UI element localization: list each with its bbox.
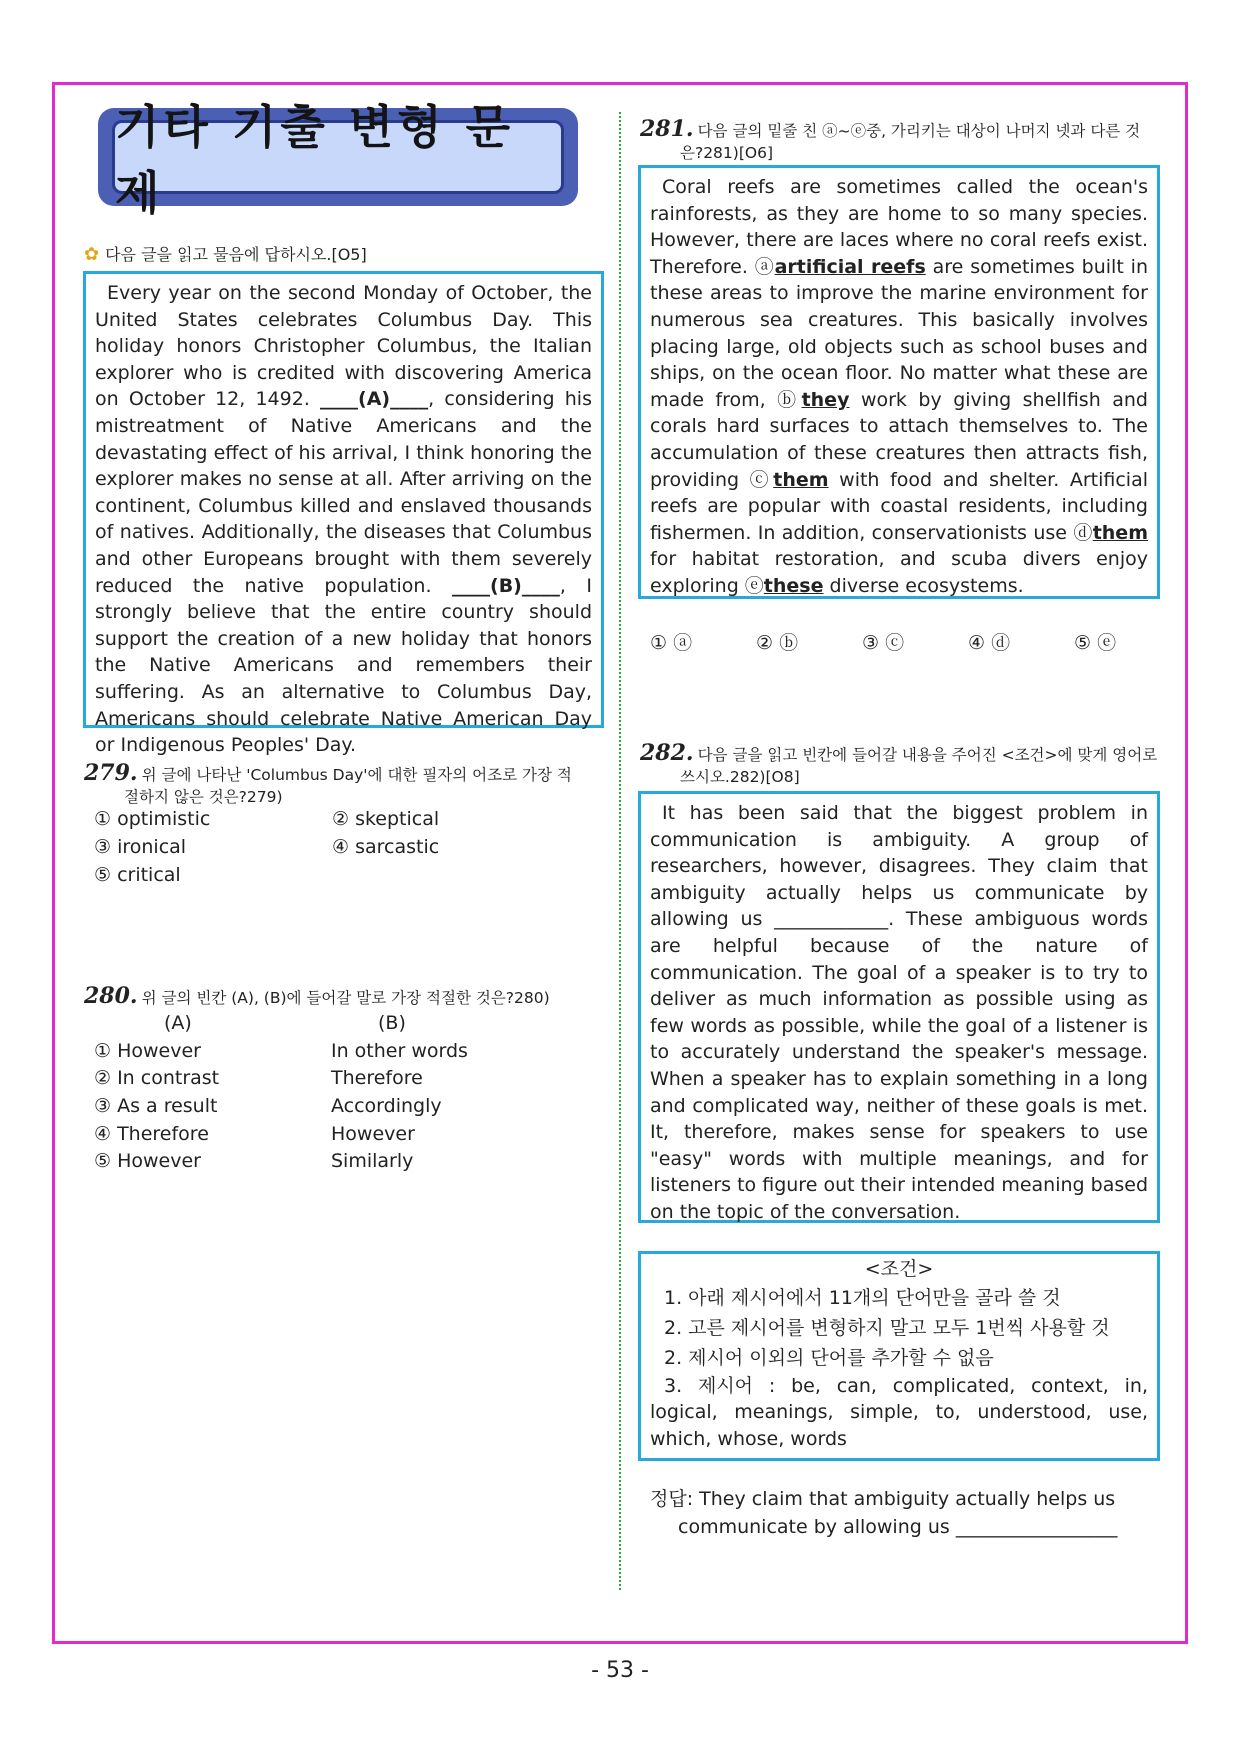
option-281-2[interactable]: ② ⓑ bbox=[756, 632, 799, 654]
passage-columbus-text: Every year on the second Monday of October, the United States celebrates Columbus Day. This holiday honors Christopher Columbus, the Italian explorer who is credited with discovering America on October 12, 1492. ____(A)____, considering his mistreatment of Native Americans and the devastating effect of his arrival, I think honoring the explorer makes no sense at all. After arriving on the continent, Columbus killed and enslaved thousands of natives. Additionally, the diseases that Columbus and other Europeans brought with them severely reduced the native population. ____(B)____, I strongly believe that the entire country should support the creation of a new holiday that honors the Native Americans and remembers their suffering. As an alternative to Columbus Day, Americans should celebrate Native American Day or Indigenous Peoples' Day. bbox=[95, 282, 593, 757]
underlined-e: these bbox=[763, 574, 824, 597]
question-number: 281. bbox=[640, 116, 694, 142]
condition-3: 2. 제시어 이외의 단어를 추가할 수 없음 bbox=[664, 1346, 994, 1369]
question-text: 위 글에 나타난 'Columbus Day'에 대한 필자의 어조로 가장 적 bbox=[141, 766, 572, 784]
title-inner bbox=[112, 100, 564, 220]
option-281-4[interactable]: ④ ⓓ bbox=[968, 632, 1011, 654]
question-number: 280. bbox=[84, 983, 138, 1009]
question-text: 다음 글을 읽고 빈칸에 들어갈 내용을 주어진 <조건>에 맞게 영어로 bbox=[697, 746, 1158, 764]
conditions-title: <조건> bbox=[864, 1258, 934, 1280]
answer-line-2[interactable]: communicate by allowing us _________________ bbox=[678, 1516, 1118, 1538]
column-head-b: (B) bbox=[378, 1012, 406, 1034]
passage-coral-reefs bbox=[638, 165, 1160, 599]
option-279-1[interactable]: ① optimistic bbox=[94, 808, 211, 830]
option-281-5[interactable]: ⑤ ⓔ bbox=[1074, 632, 1117, 654]
question-text-cont: 은?281)[O6] bbox=[680, 144, 773, 162]
option-280-4-b: However bbox=[331, 1123, 415, 1145]
underlined-a: artificial reefs bbox=[774, 255, 926, 278]
instruction-text: 다음 글을 읽고 물음에 답하시오.[O5] bbox=[105, 245, 367, 264]
option-281-1[interactable]: ① ⓐ bbox=[650, 632, 693, 654]
condition-2: 2. 고른 제시어를 변형하지 말고 모두 1번씩 사용할 것 bbox=[664, 1316, 1110, 1339]
option-279-4[interactable]: ④ sarcastic bbox=[332, 836, 440, 858]
passage-ambiguity-text: It has been said that the biggest problem in communication is ambiguity. A group of researchers, however, disagrees. They claim that ambiguity actually helps us communicate by allowing us ____________. These ambiguous words are helpful because of the nature of communication. The goal of a speaker is to try to deliver as much information as possible using as few words as possible, while the goal of a listener is to accurately understand the speaker's message. When a speaker has to explain something in a long and complicated way, neither of these goals is met. It, therefore, makes sense for speakers to use "easy" words with multiple meanings, and for listeners to figure out their intended meaning based on the topic of the conversation. bbox=[650, 802, 1148, 1223]
passage-columbus bbox=[83, 271, 604, 757]
underlined-d: them bbox=[1092, 521, 1148, 544]
option-279-3[interactable]: ③ ironical bbox=[94, 836, 187, 858]
page-title: 기타 기출 변형 문제 bbox=[115, 100, 515, 220]
passage-coral-text: Coral reefs are sometimes called the ocean's rainforests, as they are home to so many species. However, there are laces where no coral reefs exist. Therefore. ⓐartificial reefs are sometimes built in these areas to improve the marine environment for numerous sea creatures. This basically involves placing large, old objects such as school buses and ships, on the ocean floor. No matter what these are made from, ⓑthey work by giving shellfish and corals hard surfaces to attach themselves to. The accumulation of these creatures then attracts fish, providing ⓒthem with food and shelter. Artificial reefs are popular with coastal residents, including fishermen. In addition, conservationists use ⓓthem for habitat restoration, and scuba divers enjoy exploring ⓔthese diverse ecosystems. bbox=[650, 176, 1148, 597]
question-text-cont: 절하지 않은 것은?279) bbox=[124, 788, 283, 806]
instruction bbox=[84, 242, 367, 265]
column-head-a: (A) bbox=[164, 1012, 192, 1034]
option-280-5-a[interactable]: ⑤ However bbox=[94, 1150, 201, 1172]
blank-a: ____(A)____ bbox=[320, 388, 429, 411]
condition-1: 1. 아래 제시어에서 11개의 단어만을 골라 쓸 것 bbox=[664, 1286, 1061, 1309]
question-279 bbox=[84, 760, 606, 808]
option-280-1-b: In other words bbox=[331, 1040, 468, 1062]
option-280-5-b: Similarly bbox=[331, 1150, 414, 1172]
option-280-4-a[interactable]: ④ Therefore bbox=[94, 1123, 209, 1145]
question-text: 위 글의 빈칸 (A), (B)에 들어갈 말로 가장 적절한 것은?280) bbox=[141, 989, 550, 1007]
question-281 bbox=[640, 116, 1162, 164]
conditions-box bbox=[638, 1251, 1160, 1461]
blank-b: ____(B)____ bbox=[452, 574, 560, 597]
option-280-1-a[interactable]: ① However bbox=[94, 1040, 201, 1062]
underlined-c: them bbox=[773, 468, 829, 491]
underlined-b: they bbox=[801, 388, 850, 411]
question-280 bbox=[84, 983, 606, 1009]
page-number: - 53 - bbox=[591, 1658, 649, 1683]
question-text-cont: 쓰시오.282)[O8] bbox=[680, 768, 800, 786]
condition-4: 3. 제시어 : be, can, complicated, context, in, logical, meanings, simple, to, understood, use, which, whose, words bbox=[650, 1374, 1148, 1450]
option-280-2-b: Therefore bbox=[331, 1067, 423, 1089]
column-divider bbox=[619, 112, 621, 1590]
question-number: 282. bbox=[640, 740, 694, 766]
option-279-2[interactable]: ② skeptical bbox=[332, 808, 440, 830]
question-282 bbox=[640, 740, 1162, 788]
option-279-5[interactable]: ⑤ critical bbox=[94, 864, 181, 886]
option-280-3-b: Accordingly bbox=[331, 1095, 442, 1117]
question-text: 다음 글의 밑줄 친 ⓐ~ⓔ중, 가리키는 대상이 나머지 넷과 다른 것 bbox=[697, 122, 1141, 140]
answer-line-1: 정답: They claim that ambiguity actually helps us bbox=[650, 1488, 1116, 1510]
flower-icon: ✿ bbox=[84, 244, 100, 265]
question-number: 279. bbox=[84, 760, 138, 786]
passage-ambiguity bbox=[638, 791, 1160, 1223]
option-280-2-a[interactable]: ② In contrast bbox=[94, 1067, 220, 1089]
title-banner bbox=[98, 100, 578, 220]
option-280-3-a[interactable]: ③ As a result bbox=[94, 1095, 218, 1117]
option-281-3[interactable]: ③ ⓒ bbox=[862, 632, 905, 654]
